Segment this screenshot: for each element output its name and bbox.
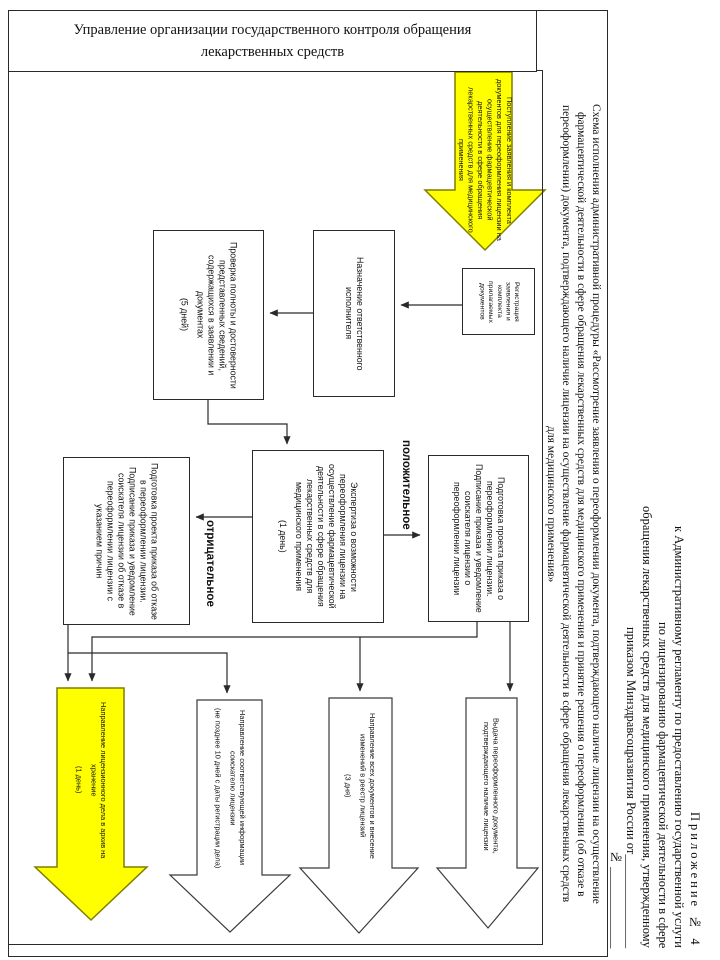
archive-arrow-text: Направление лицензионного дела в архив на хранение [89,701,108,859]
start-arrow-text: Поступление заявления и комплекта документов для переоформления лицензии на осуществление фармацевтической деятельности в сфере обращения лекарственных средств для медицинского применения [456,79,514,241]
registry-arrow-text: Направление всех документов и внесение изменений в реестр лицензий [358,713,377,859]
department-title: Управление организации государственного контроля обращения лекарственных средств [73,21,472,60]
appendix-line-2: к Административному регламенту по предоставлению государственной услуги [672,526,686,948]
inform-arrow-text: Направление соответствующей информации соискателю лицензии [228,710,247,866]
registry-arrow-text-wrap [316,702,404,870]
appendix-order-line: приказом Минздравсоцразвития России от_______________ [624,626,638,948]
box-approval-order-text: Подготовка проекта приказа о переоформлении лицензии. Подписание приказа и уведомление соискателя лицензии о переоформлении лицензии [452,464,506,613]
box-expertise-duration: (1 день) [278,520,288,553]
archive-arrow-text-wrap [45,692,137,868]
scheme-caption-line-1: Схема исполнения административной процедуры «Рассмотрение заявления о переоформлении документа, подтверждающего наличие лицензии на осуществление [590,104,602,904]
label-negative: отрицательное [204,520,216,607]
appendix-number-blank: № _____________ [609,849,623,948]
box-expertise [252,450,384,623]
box-completeness-check-text: Проверка полноты и достоверности представленных сведений, содержащихся в заявлении и документах [195,241,239,389]
scheme-caption-line-2: фармацевтической деятельности в сфере обращения лекарственных средств для медицинского применения и принятие решения о переоформлении (об отказе в [575,111,587,897]
issue-arrow-text-wrap [452,702,530,870]
box-assign-executor [313,230,395,397]
label-positive: положительное [400,440,412,530]
archive-arrow-duration: (1 день) [74,766,84,794]
box-registration-text: Регистрация заявления и комплекта прилагаемых документов [478,280,520,323]
registry-arrow-duration: (3 дня) [343,774,353,798]
inform-arrow-duration: (не позднее 10 дней с даты регистрации дела) [213,707,223,869]
scheme-caption-line-4: для медицинского применения» [545,425,557,583]
appendix-line-4: обращения лекарственных средств для медицинского применения, утвержденному [640,506,654,948]
inform-arrow-text-wrap [184,704,276,872]
box-expertise-text: Экспертиза о возможности переоформления лицензии на осуществление фармацевтической деятельности в сфере обращения лекарственных средств для медицинского применения [294,464,359,609]
appendix-line-3: по лицензированию фармацевтической деятельности в сфере [656,621,670,948]
box-approval-order [428,455,529,622]
box-refusal-order-text: Подготовка проекта приказа об отказе в переоформлении лицензии. Подписание приказа и уведомление соискателя лицензии об отказе в переоформлении лицензии с указанием причин [94,462,160,620]
box-assign-executor-text: Назначение ответственного исполнителя [344,256,365,371]
appendix-number: Приложение № 4 [688,812,702,948]
box-registration [462,268,535,335]
scheme-caption-line-3: переоформлении) документа, подтверждающего наличие лицензии на осуществление фармацевтической деятельности в сфере обращения лекарственных средств [560,105,572,903]
box-completeness-check [153,230,264,400]
box-completeness-check-duration: (5 дней) [179,298,190,332]
start-arrow-text-wrap [432,76,538,244]
box-refusal-order [63,457,190,625]
department-header-box [8,10,537,72]
issue-arrow-text: Выдача переоформленного документа, подтверждающего наличие лицензии [482,718,501,854]
